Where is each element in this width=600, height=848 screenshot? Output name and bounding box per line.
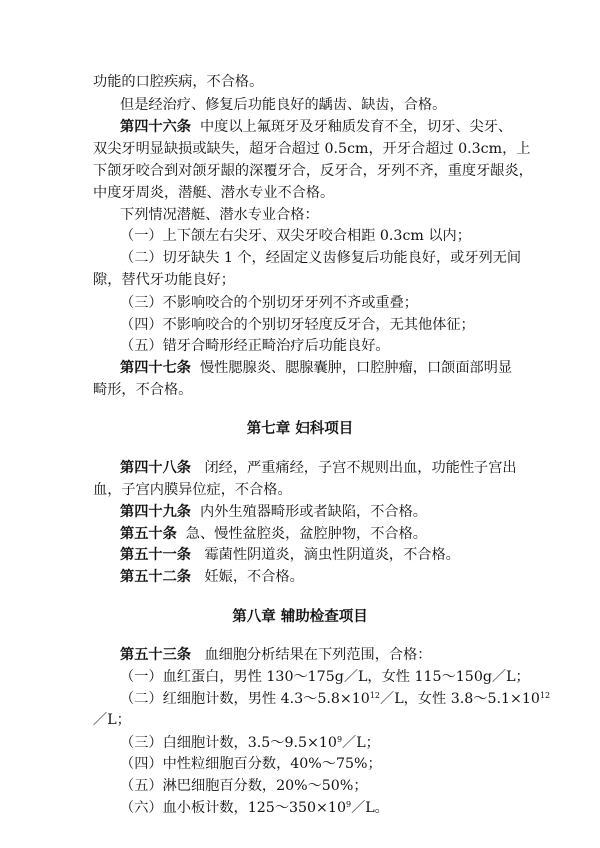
- article-48-line-2: 血，子宫内膜异位症，不合格。: [93, 481, 292, 498]
- article-51-label: 第五十一条: [120, 547, 191, 564]
- article-46-line-1: 中度以上氟斑牙及牙釉质发育不全，切牙、尖牙、: [199, 119, 513, 136]
- article-53-text: 血细胞分析结果在下列范围，合格：: [204, 647, 432, 664]
- article-50-label: 第五十条: [120, 525, 177, 542]
- chapter-8-heading: 第八章 辅助检查项目: [232, 608, 368, 626]
- chapter-7-heading: 第七章 妇科项目: [246, 420, 354, 438]
- exponent: 12: [369, 690, 381, 700]
- qualification-item-5: （五）错牙合畸形经正畸治疗后功能良好。: [120, 338, 390, 355]
- qualification-item-2: （二）切牙缺失 1 个，经固定义齿修复后功能良好，或牙列无间: [120, 250, 522, 267]
- article-48-line-1: 闭经，严重痛经，子宫不规则出血，功能性子宫出: [204, 460, 517, 477]
- article-46-line-2: 双尖牙明显缺损或缺失，超牙合超过 0.5cm，开牙合超过 0.3cm，上: [93, 141, 531, 158]
- exponent: 12: [539, 690, 551, 700]
- exponent: 9: [345, 800, 352, 809]
- article-49-label: 第四十九条: [120, 503, 191, 520]
- blood-item-3-unit: ／L；: [342, 734, 380, 751]
- article-53: [120, 645, 560, 665]
- article-49-text: 内外生殖器畸形或者缺陷，不合格。: [199, 503, 427, 520]
- blood-item-6-value: （六）血小板计数，125～350×10: [120, 800, 346, 816]
- blood-item-2: [120, 689, 560, 709]
- qualification-intro: 下列情况潜艇、潜水专业合格：: [120, 206, 319, 223]
- exponent: 9: [336, 734, 343, 744]
- blood-item-6-unit: ／L。: [351, 800, 389, 816]
- qualification-item-1: （一）上下颌左右尖牙、双尖牙咬合相距 0.3cm 以内；: [120, 228, 471, 245]
- article-53-label: 第五十三条: [120, 647, 191, 664]
- article-52: [120, 567, 560, 587]
- blood-item-4: （四）中性粒细胞百分数，40%～75%；: [120, 756, 382, 773]
- qualification-item-2-cont: 隙，替代牙功能良好；: [93, 272, 235, 289]
- article-47-line-2: 畸形，不合格。: [93, 382, 193, 399]
- article-47-line-1: 慢性腮腺炎、腮腺囊肿，口腔肿瘤，口颌面部明显: [199, 360, 513, 377]
- article-52-text: 妊娠，不合格。: [204, 569, 304, 586]
- article-48: [120, 458, 560, 478]
- article-46-line-3: 下颌牙咬合到对颌牙龈的深覆牙合，反牙合，牙列不齐，重度牙龈炎，: [93, 163, 533, 180]
- article-49: [120, 502, 560, 522]
- qualification-item-4: （四）不影响咬合的个别切牙轻度反牙合，无其他体征；: [120, 316, 475, 333]
- article-52-label: 第五十二条: [120, 569, 191, 586]
- article-51-text: 霉菌性阴道炎，滴虫性阴道炎，不合格。: [204, 547, 460, 564]
- paragraph-exception: 但是经治疗、修复后功能良好的龋齿、缺齿，合格。: [120, 96, 447, 113]
- article-46-label: 第四十六条: [120, 119, 191, 136]
- article-46-line-4: 中度牙周炎，潜艇、潜水专业不合格。: [93, 184, 335, 201]
- article-50: [120, 524, 560, 544]
- blood-item-1: （一）血红蛋白，男性 130～175g／L，女性 115～150g／L；: [120, 669, 530, 686]
- blood-item-6: [120, 798, 560, 818]
- blood-item-3: [120, 733, 560, 753]
- article-47-label: 第四十七条: [120, 360, 191, 377]
- blood-item-5: （五）淋巴细胞百分数，20%～50%；: [120, 778, 368, 795]
- blood-item-2-male: （二）红细胞计数，男性 4.3～5.8×10: [120, 690, 370, 707]
- qualification-item-3: （三）不影响咬合的个别切牙牙列不齐或重叠；: [120, 294, 418, 311]
- article-51: [120, 545, 560, 565]
- blood-item-2-female: ／L，女性 3.8～5.1×10: [380, 690, 540, 707]
- paragraph-continuation: 功能的口腔疾病，不合格。: [93, 74, 264, 90]
- article-50-text: 急、慢性盆腔炎，盆腔肿物，不合格。: [185, 525, 427, 542]
- blood-item-3-value: （三）白细胞计数，3.5～9.5×10: [120, 734, 337, 751]
- article-47: [120, 358, 560, 378]
- article-46: [120, 117, 560, 137]
- article-48-label: 第四十八条: [120, 460, 191, 477]
- blood-item-2-cont: ／L；: [93, 711, 131, 728]
